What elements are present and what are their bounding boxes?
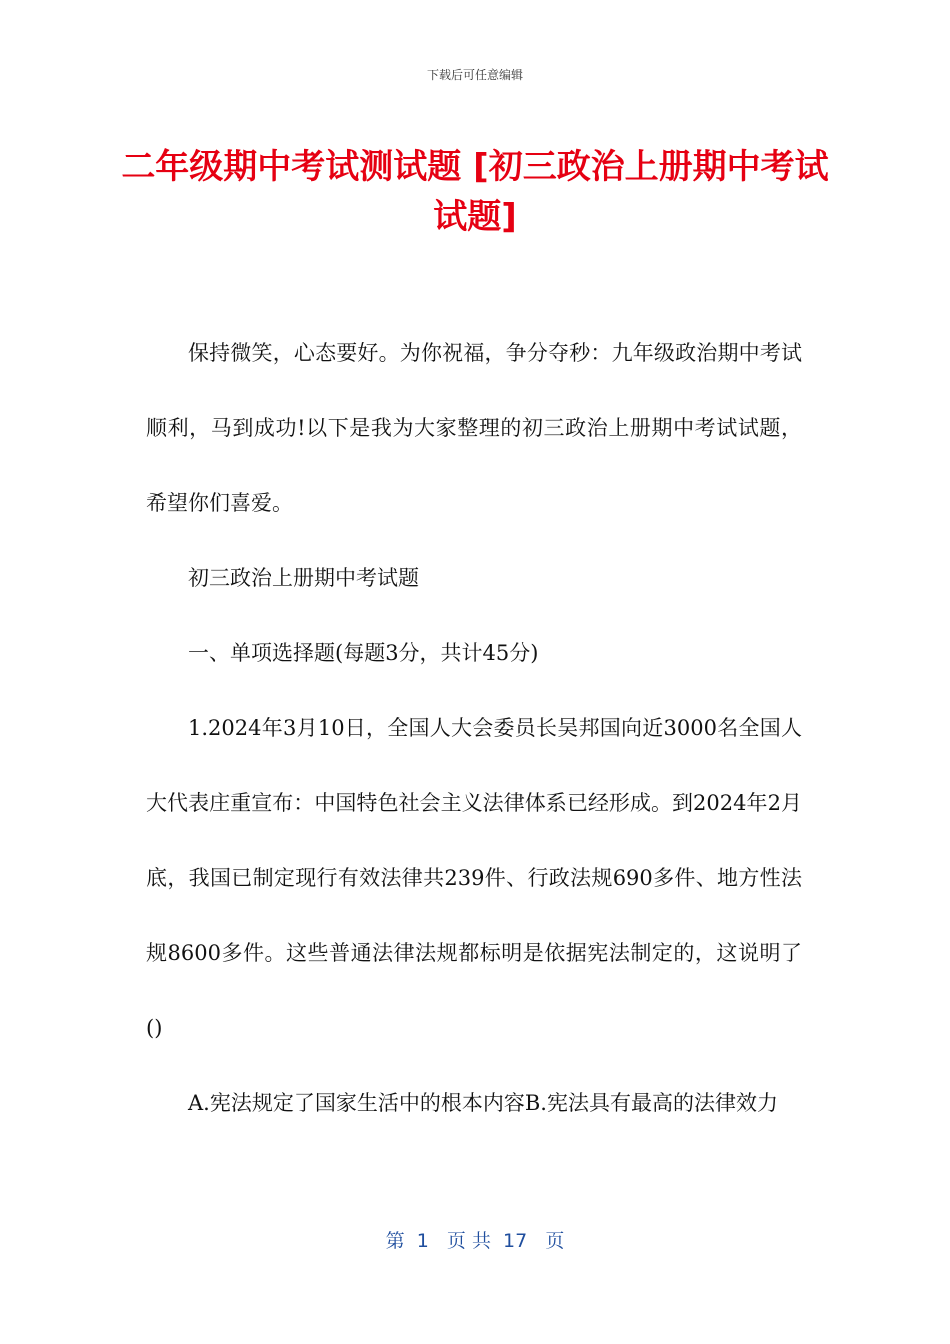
question-1: 1.2024年3月10日，全国人大会委员长吴邦国向近3000名全国人大代表庄重宣布：中国特色社会主义法律体系已经形成。到2024年2月底，我国已制定现行有效法律共239件、行政法规690多件、地方性法规8600多件。这些普通法律法规都标明是依据宪法制定的，这说明了() [146,716,802,1040]
question-type-heading: 一、单项选择题(每题3分，共计45分) [188,641,539,665]
document-title: 二年级期中考试测试题 [初三政治上册期中考试试题] [121,147,829,237]
header-note: 下载后可任意编辑 [426,68,523,82]
section-heading: 初三政治上册期中考试题 [188,566,419,590]
page-number-footer: 第 1 页 共 17 页 [385,1230,565,1252]
intro-paragraph: 保持微笑，心态要好。为你祝福，争分夺秒：九年级政治期中考试顺利，马到成功!以下是我为大家整理的初三政治上册期中考试试题，希望你们喜爱。 [146,341,802,515]
document-body [146,316,802,1141]
question-1-options: A.宪法规定了国家生活中的根本内容B.宪法具有最高的法律效力 [188,1091,778,1115]
